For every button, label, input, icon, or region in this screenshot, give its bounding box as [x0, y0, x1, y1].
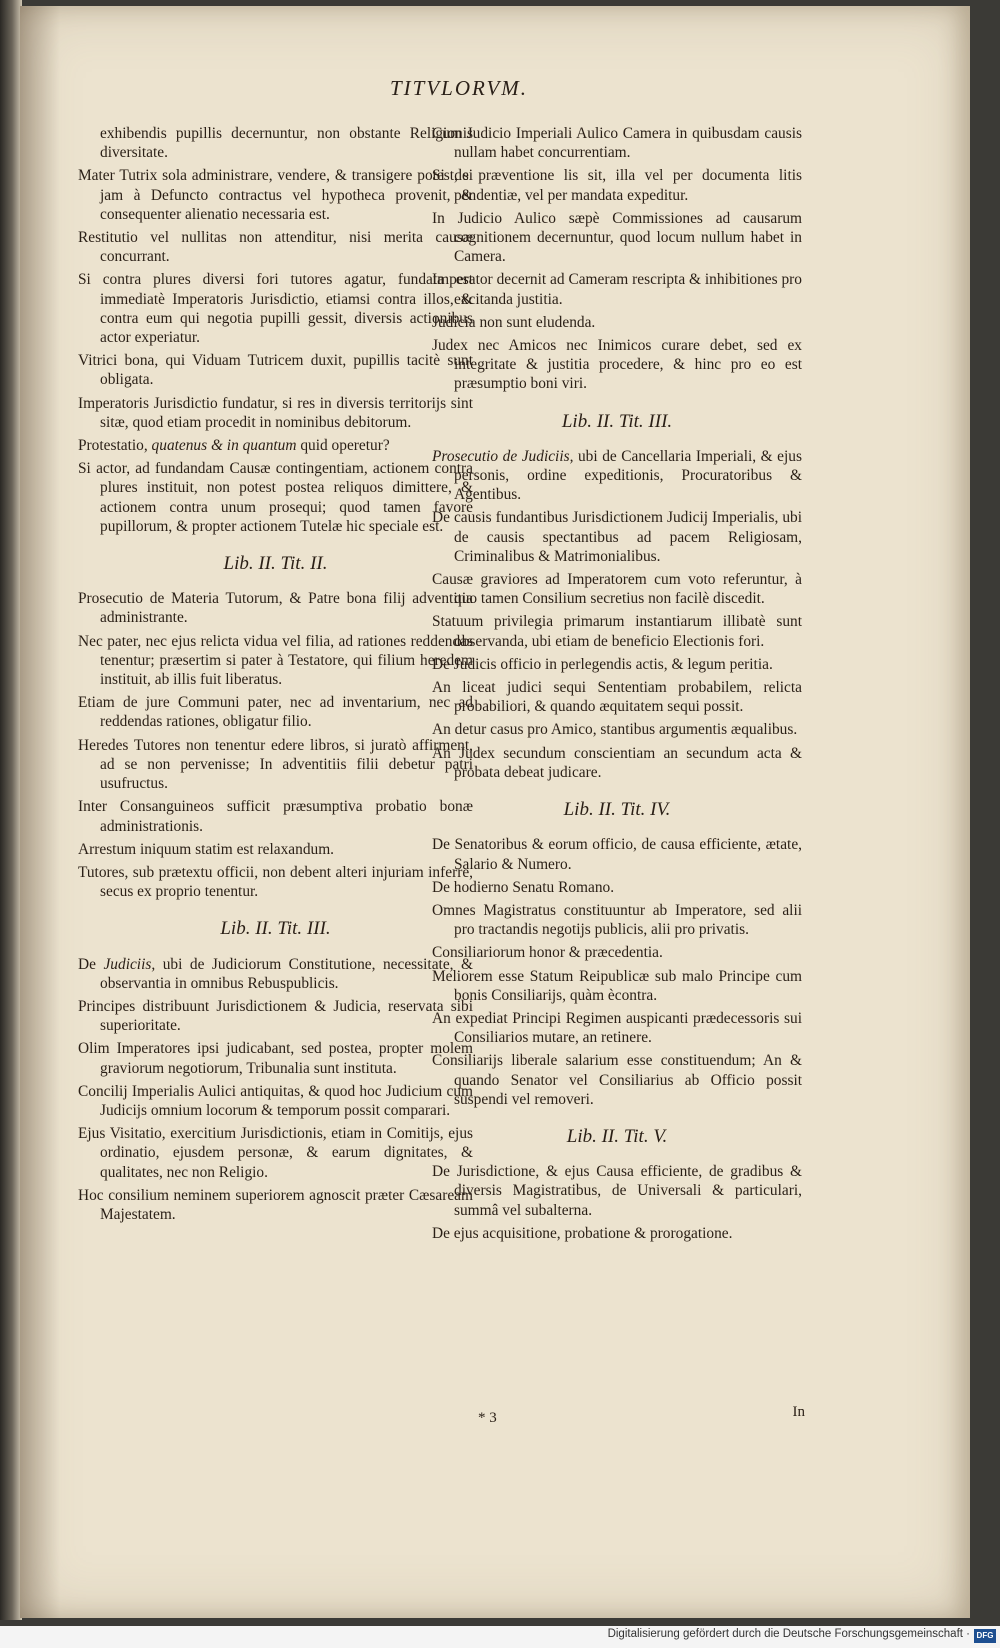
index-entry: Si de præventione lis sit, illa vel per documenta litis pendentiæ, vel per mandata expeditur. — [432, 167, 802, 204]
index-entry: Imperatoris Jurisdictio fundatur, si res in diversis territorijs sint sitæ, quod etiam procedit in nominibus debitorum. — [78, 394, 473, 431]
entry-prosecutio — [432, 447, 802, 505]
index-entry: Causæ graviores ad Imperatorem cum voto referuntur, à quo tamen Consilium secretius non facilè discedit. — [432, 571, 802, 608]
index-entry: De hodierno Senatu Romano. — [432, 878, 615, 896]
entry-protestatio — [78, 436, 473, 455]
index-entry: De Judicis officio in perlegendis actis, & legum peritia. — [432, 655, 773, 673]
index-entry: Tutores, sub prætextu officii, non debent alteri injuriam inferre, secus ex proprio tenentur. — [78, 863, 473, 901]
section-heading: Lib. II. Tit. III. — [561, 410, 673, 432]
entry-list-left-d — [78, 997, 473, 1224]
entry-list-left-b — [78, 459, 473, 536]
index-entry: Olim Imperatores ipsi judicabant, sed postea, propter molem graviorum negotiorum, Tribunalia sunt instituta. — [78, 1040, 473, 1077]
index-entry: Concilij Imperialis Aulici antiquitas, & quod hoc Judicium cum Judicijs omnium locorum & temporum possit comparari. — [78, 1082, 473, 1119]
index-entry: De Senatoribus & eorum officio, de causa efficiente, ætate, Salario & Numero. — [432, 836, 802, 873]
index-entry: Imperator decernit ad Cameram rescripta & inhibitiones pro excitanda justitia. — [432, 271, 802, 308]
index-entry: Judex nec Amicos nec Inimicos curare debet, sed ex integritate & justitia procedere, & hinc pro eo est præsumptio boni viri. — [432, 337, 802, 393]
index-entry: Judicia non sunt eludenda. — [432, 313, 596, 331]
adjacent-page-edge — [0, 0, 22, 1620]
entry-list-right-d — [432, 1162, 802, 1243]
index-entry: Etiam de jure Communi pater, nec ad inventarium, nec ad reddendas rationes, obligatur filio. — [78, 694, 473, 731]
continued-entry: exhibendis pupillis decernuntur, non obstante Religionis diversitate. — [100, 125, 473, 162]
index-entry: Ejus Visitatio, exercitium Jurisdictionis, etiam in Comitijs, ejus ordinatio, ejusdem personæ, & earum dignitates, & qualitates, nec non Religio. — [78, 1125, 473, 1181]
entry-text: ubi de Cancellaria Imperiali, & ejus personis, ordine expeditionis, Procuratoribus & Agentibus. — [454, 447, 802, 504]
entry-text: quid operetur? — [300, 437, 390, 455]
section-heading: Lib. II. Tit. IV. — [563, 799, 671, 821]
index-entry: De Jurisdictione, & ejus Causa efficiente, de gradibus & diversis Magistratibus, de Universali & particulari, summâ vel subalterna. — [432, 1163, 802, 1219]
book-page — [20, 6, 970, 1618]
page-gutter-shadow — [20, 6, 60, 1618]
index-entry: Prosecutio de Materia Tutorum, & Patre bona filij adventitia administrante. — [78, 590, 473, 627]
entry-emphasis: Prosecutio de Judiciis, — [432, 447, 574, 465]
entry-text: De — [78, 955, 96, 973]
catchword: In — [792, 1404, 805, 1420]
index-entry: Heredes Tutores non tenentur edere libros, si juratò affirment, ad se non pervenisse; In adventitiis filii debetur patri usufructus. — [78, 736, 473, 793]
index-entry: Vitrici bona, qui Viduam Tutricem duxit, pupillis tacitè sunt obligata. — [78, 352, 473, 389]
section-heading: Lib. II. Tit. V. — [566, 1125, 668, 1147]
index-entry: An detur casus pro Amico, stantibus argumentis æqualibus. — [432, 721, 798, 739]
index-entry: Hoc consilium neminem superiorem agnoscit præter Cæsaream Majestatem. — [78, 1186, 473, 1223]
index-entry: Omnes Magistratus constituuntur ab Imperatore, sed alii pro tractandis negotijs publicis, alii pro privatis. — [432, 901, 802, 939]
footer-credit: Digitalisierung gefördert durch die Deutsche Forschungsgemeinschaft · — [607, 1628, 970, 1640]
index-entry: Cum Judicio Imperiali Aulico Camera in quibusdam causis nullam habet concurrentiam. — [432, 125, 802, 162]
left-column — [78, 124, 473, 1228]
index-entry: In Judicio Aulico sæpè Commissiones ad causarum cognitionem decernuntur, quod locum nullum habet in Camera. — [432, 209, 802, 266]
entry-list-right-a — [432, 124, 802, 394]
index-entry: Mater Tutrix sola administrare, vendere, & transigere potest, si jam à Defuncto contractus vel hypotheca provenit, & consequenter alienatio necessaria est. — [78, 167, 473, 223]
index-entry: Si contra plures diversi fori tutores agatur, fundata est immediatè Imperatoris Jurisdictio, etiamsi contra illos, & contra eum qui negotia pupilli gessit, diversis actionibus actor experiatur. — [78, 271, 473, 347]
index-entry: An Judex secundum conscientiam an secundum acta & probata debeat judicare. — [432, 744, 802, 781]
index-entry: Si actor, ad fundandam Causæ contingentiam, actionem contra plures instituit, non potest postea reliquos dimittere, & actionem contra unum prosequi; quod tamen favore pupillorum, & propter actionem Tutelæ hic speciale est. — [78, 460, 473, 535]
section-heading: Lib. II. Tit. II. — [223, 553, 328, 575]
entry-text: ubi de Judiciorum Constitutione, necessitate, & observantia in omnibus Rebuspublicis. — [100, 955, 473, 992]
index-entry: Arrestum iniquum statim est relaxandum. — [78, 840, 335, 858]
index-entry: An expediat Principi Regimen auspicanti prædecessoris sui Consiliarios mutare, an retinere. — [432, 1009, 802, 1047]
entry-list-right-c — [432, 835, 802, 1109]
index-entry: De causis fundantibus Jurisdictionem Judicij Imperialis, ubi de causis spectantibus ad pacem Religiosam, Criminalibus & Matrimonialibus. — [432, 509, 802, 565]
index-entry: Restitutio vel nullitas non attenditur, nisi merita causæ concurrant. — [78, 229, 473, 266]
index-entry: Consiliariorum honor & præcedentia. — [432, 944, 663, 962]
right-column — [432, 124, 802, 1247]
digitization-footer — [0, 1626, 1000, 1648]
section-heading: Lib. II. Tit. III. — [220, 918, 331, 940]
entry-de-judiciis — [78, 955, 473, 993]
running-head: TITVLORVM. — [390, 76, 529, 100]
index-entry: Inter Consanguineos sufficit præsumptiva probatio bonæ administrationis. — [78, 798, 473, 835]
entry-list-left-a — [78, 166, 473, 432]
index-entry: Principes distribuunt Jurisdictionem & Judicia, reservata sibi superioritate. — [78, 997, 473, 1035]
entry-emphasis: quatenus & in quantum — [151, 437, 297, 455]
entry-list-right-b — [432, 508, 802, 782]
signature-mark: * 3 — [478, 1410, 497, 1426]
index-entry: De ejus acquisitione, probatione & prorogatione. — [432, 1224, 733, 1242]
index-entry: Meliorem esse Statum Reipublicæ sub malo Principe cum bonis Consiliarijs, quàm ècontra. — [432, 967, 802, 1004]
entry-list-left-c — [78, 589, 473, 901]
index-entry: Statuum privilegia primarum instantiarum illibatè sunt observanda, ubi etiam de beneficio Electionis fori. — [432, 613, 802, 650]
dfg-logo: DFG — [974, 1629, 996, 1643]
index-entry: Nec pater, nec ejus relicta vidua vel filia, ad rationes reddendas tenentur; præsertim si pater à Testatore, qui filium heredem instituit, ab illis fuit liberatus. — [78, 632, 473, 689]
entry-text: Protestatio, — [78, 437, 148, 455]
entry-emphasis: Judiciis, — [103, 955, 156, 973]
index-entry: Consiliarijs liberale salarium esse constituendum; An & quando Senator vel Consiliarius ab Officio possit suspendi vel removeri. — [432, 1052, 802, 1108]
index-entry: An liceat judici sequi Sententiam probabilem, relicta probabiliori, & quando æquitatem sequi possit. — [432, 679, 802, 716]
